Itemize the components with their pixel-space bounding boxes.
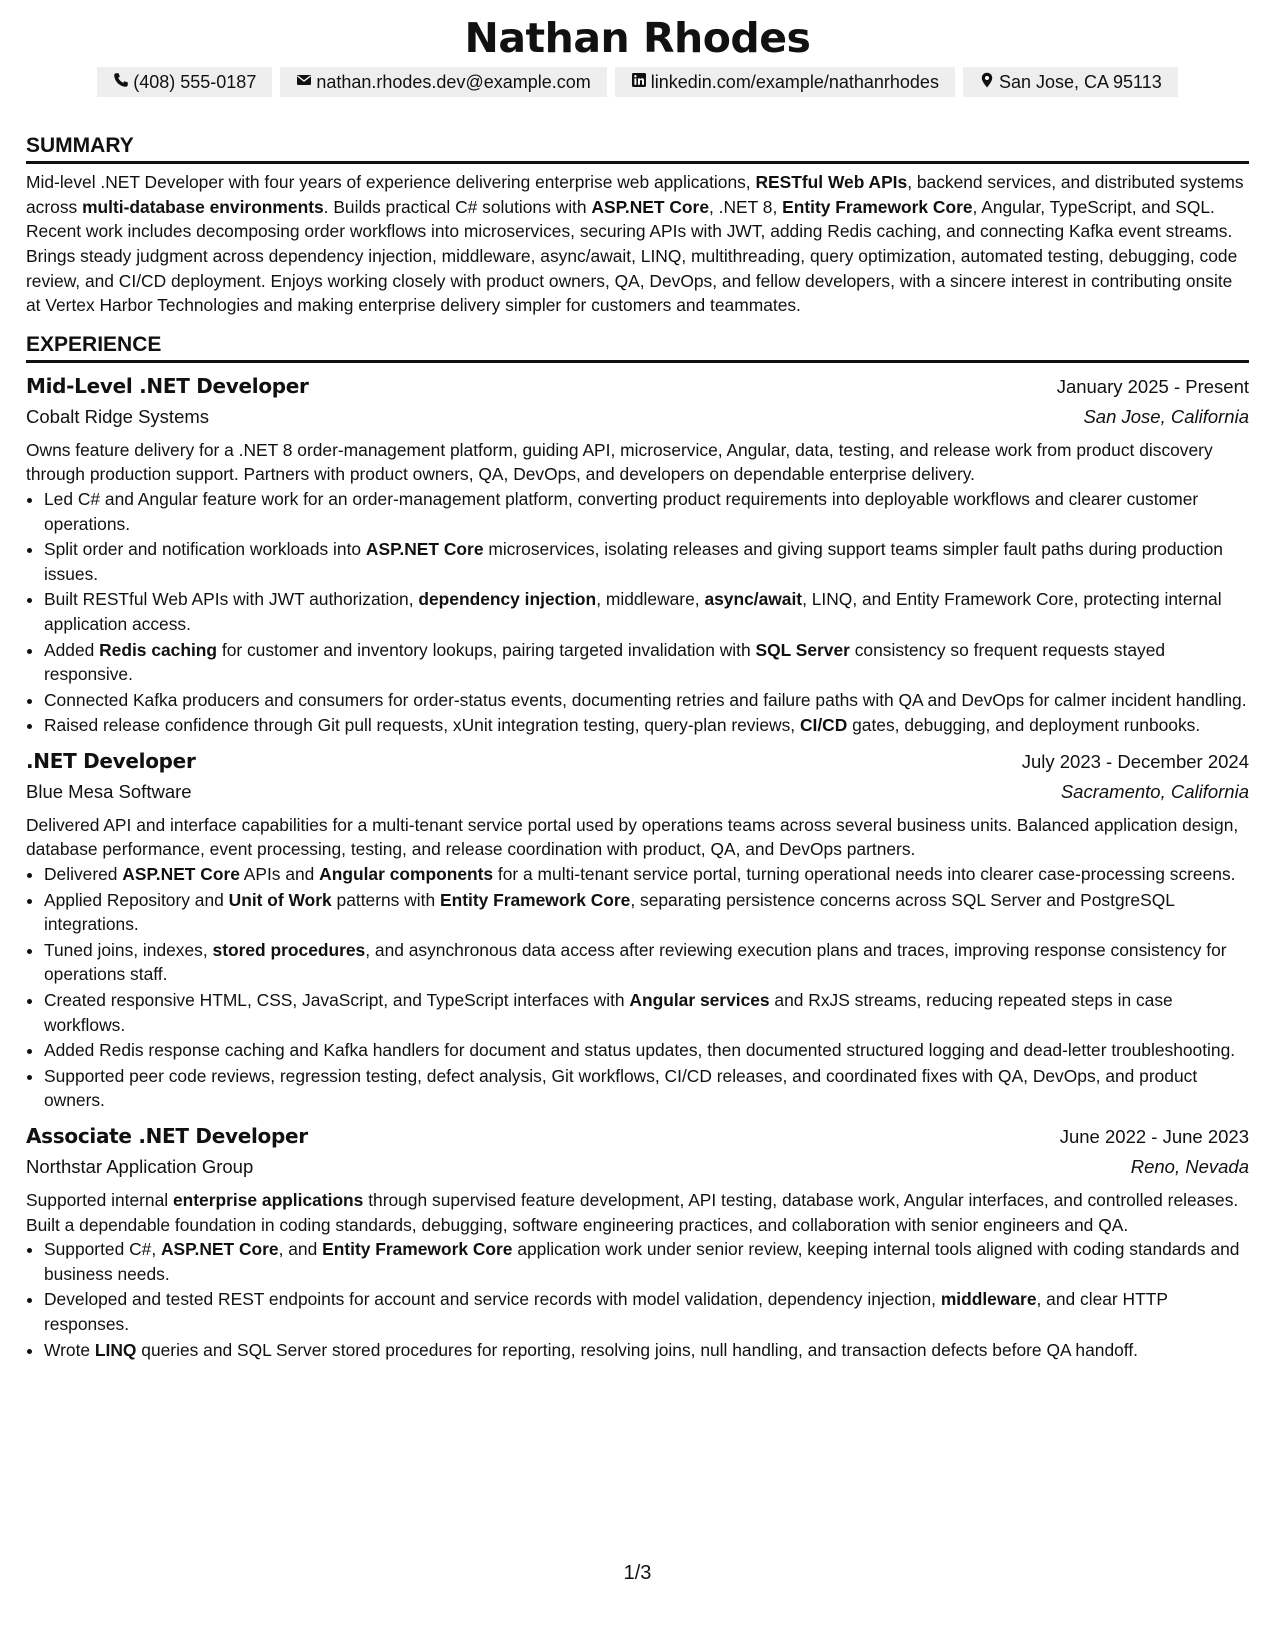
job-description: Owns feature delivery for a .NET 8 order-management platform, guiding API, microservice, Angular, data, testing, and release work from product discovery through production support. Partners with product owners, QA, DevOps, and developers on dependable enterprise delivery.: [26, 439, 1213, 485]
contact-phone[interactable]: [97, 67, 272, 97]
contact-text: (408) 555-0187: [133, 72, 257, 93]
bullet-item: • Led C# and Angular feature work for an order-management platform, converting product requirements into deployable workflows and clearer customer operations.: [44, 487, 1249, 536]
phone-icon: [113, 70, 129, 94]
job-location: Sacramento, California: [1060, 780, 1249, 802]
bullet-item: • Connected Kafka producers and consumers for order-status events, documenting retries and failure paths with QA and DevOps for calmer incident handling.: [44, 688, 1249, 713]
job-company: Cobalt Ridge Systems: [26, 405, 210, 427]
bullet-item: • Created responsive HTML, CSS, JavaScript, and TypeScript interfaces with Angular services and RxJS streams, reducing repeated steps in case workflows.: [44, 988, 1249, 1037]
job-title: Mid-Level .NET Developer: [26, 373, 309, 398]
bullet-item: • Raised release confidence through Git pull requests, xUnit integration testing, query-plan reviews, CI/CD gates, debugging, and deployment runbooks.: [44, 713, 1249, 738]
job-entry: [26, 746, 1249, 1113]
bullet-item: • Delivered ASP.NET Core APIs and Angular components for a multi-tenant service portal, turning operational needs into clearer case-processing screens.: [44, 862, 1249, 887]
job-description: Delivered API and interface capabilities for a multi-tenant service portal used by operations teams across several business units. Balanced application design, database performance, event processing, testing, and release coordination with product, QA, and DevOps partners.: [26, 814, 1239, 860]
job-bullets: [26, 862, 1249, 1113]
job-dates: June 2022 - June 2023: [1059, 1126, 1249, 1147]
contact-linkedin[interactable]: [615, 67, 955, 97]
summary-heading: SUMMARY: [26, 133, 1249, 164]
job-header: [26, 371, 1249, 402]
job-title: Associate .NET Developer: [26, 1124, 308, 1148]
experience-list: [26, 371, 1249, 1362]
candidate-name: Nathan Rhodes: [464, 14, 811, 62]
job-title: .NET Developer: [26, 748, 196, 773]
job-location: San Jose, California: [1083, 405, 1249, 427]
bullet-item: • Tuned joins, indexes, stored procedures, and asynchronous data access after reviewing execution plans and traces, improving response consistency for operations staff.: [44, 938, 1249, 987]
job-dates: January 2025 - Present: [1056, 375, 1249, 397]
bullet-item: • Applied Repository and Unit of Work patterns with Entity Framework Core, separating persistence concerns across SQL Server and PostgreSQL integrations.: [44, 888, 1249, 937]
job-company: Blue Mesa Software: [26, 780, 192, 802]
experience-heading: EXPERIENCE: [26, 332, 1249, 363]
contact-text: linkedin.com/example/nathanrhodes: [650, 72, 939, 93]
job-header: [26, 1121, 1249, 1152]
contact-text: nathan.rhodes.dev@example.com: [316, 72, 591, 93]
job-bullets: [26, 487, 1249, 738]
job-dates: July 2023 - December 2024: [1021, 750, 1249, 772]
linkedin-icon: [631, 70, 647, 94]
bullet-item: • Built RESTful Web APIs with JWT authorization, dependency injection, middleware, async/await, LINQ, and Entity Framework Core, protecting internal application access.: [44, 587, 1249, 636]
page-number: 1/3: [623, 1562, 652, 1584]
bullet-item: • Added Redis caching for customer and inventory lookups, pairing targeted invalidation with SQL Server consistency so frequent requests stayed responsive.: [44, 638, 1249, 687]
contact-email[interactable]: [280, 67, 606, 97]
envelope-icon: [296, 70, 312, 94]
bullet-item: • Supported peer code reviews, regression testing, defect analysis, Git workflows, CI/CD releases, and coordinated fixes with QA, DevOps, and product owners.: [44, 1064, 1249, 1113]
bullet-item: • Wrote LINQ queries and SQL Server stored procedures for reporting, resolving joins, null handling, and transaction defects before QA handoff.: [44, 1338, 1249, 1363]
bullet-item: • Supported C#, ASP.NET Core, and Entity Framework Core application work under senior review, keeping internal tools aligned with coding standards and business needs.: [44, 1237, 1249, 1286]
job-entry: [26, 371, 1249, 738]
contact-bar: [26, 67, 1249, 97]
job-company: Northstar Application Group: [26, 1156, 254, 1177]
job-location: Reno, Nevada: [1130, 1156, 1249, 1177]
job-description: Supported internal enterprise applications through supervised feature development, API testing, database work, Angular interfaces, and controlled releases. Built a dependable foundation in coding standards, debugging, software engineering practices, and collaboration with senior engineers and QA.: [26, 1190, 1239, 1235]
job-subheader: [26, 402, 1249, 432]
bullet-item: • Developed and tested REST endpoints for account and service records with model validation, dependency injection, middleware, and clear HTTP responses.: [44, 1287, 1249, 1336]
job-entry: [26, 1121, 1249, 1362]
job-subheader: [26, 1152, 1249, 1182]
summary-text: Mid-level .NET Developer with four years of experience delivering enterprise web applications, RESTful Web APIs, backend services, and distributed systems across multi-database environments. Builds practical C# solutions with ASP.NET Core, .NET 8, Entity Framework Core, Angular, TypeScript, and SQL. Recent work includes decomposing order workflows into microservices, securing APIs with JWT, adding Redis caching, and connecting Kafka event streams. Brings steady judgment across dependency injection, middleware, async/await, LINQ, multithreading, query optimization, automated testing, debugging, code review, and CI/CD deployment. Enjoys working closely with product owners, QA, DevOps, and fellow developers, with a sincere interest in contributing onsite at Vertex Harbor Technologies and making enterprise delivery simpler for customers and teammates.: [26, 172, 1244, 316]
map-pin-icon: [979, 70, 995, 94]
job-bullets: [26, 1237, 1249, 1362]
job-header: [26, 746, 1249, 777]
contact-location: [963, 67, 1178, 97]
contact-text: San Jose, CA 95113: [998, 72, 1162, 93]
bullet-item: • Added Redis response caching and Kafka handlers for document and status updates, then documented structured logging and dead-letter troubleshooting.: [44, 1038, 1249, 1063]
job-subheader: [26, 777, 1249, 807]
bullet-item: • Split order and notification workloads into ASP.NET Core microservices, isolating releases and giving support teams simpler fault paths during production issues.: [44, 537, 1249, 586]
